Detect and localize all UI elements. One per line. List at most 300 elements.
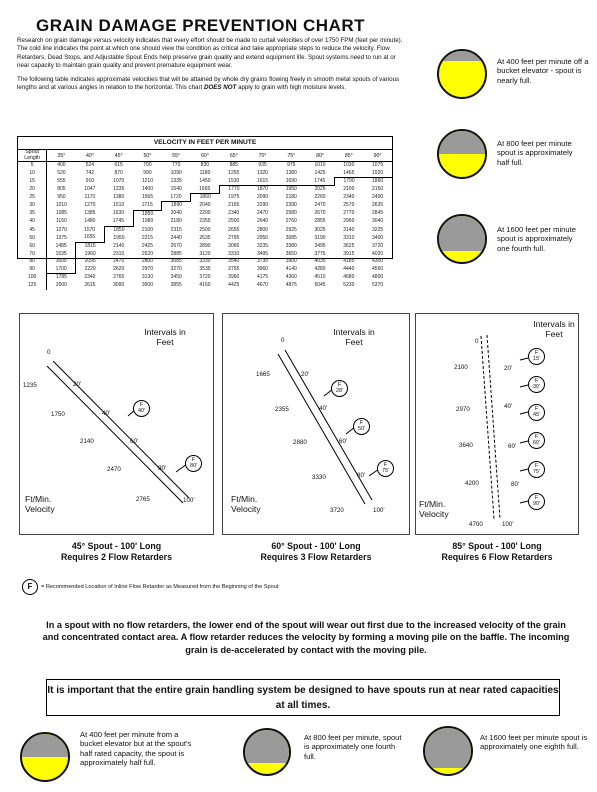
velocity-cell: 1235 xyxy=(113,186,125,193)
velocity-cell: 2670 xyxy=(170,242,182,249)
velocity-cell: 2670 xyxy=(314,210,326,217)
velocity-cell: 1070 xyxy=(113,177,125,184)
velocity-cell: 2765 xyxy=(113,274,125,281)
spout-length-cell: 100 xyxy=(18,274,47,282)
velocity-cell: 1075 xyxy=(372,162,384,168)
spout-length-cell: 5 xyxy=(18,162,47,170)
velocity-label: 1750 xyxy=(51,411,65,418)
velocity-cell: 1375 xyxy=(55,234,67,241)
velocity-cell: 2260 xyxy=(314,194,326,201)
velocity-cell: 2770 xyxy=(343,210,355,217)
angle-header: 50° xyxy=(133,150,162,162)
velocity-cell: 1010 xyxy=(314,162,326,168)
velocity-cell: 3720 xyxy=(372,242,384,249)
velocity-cell: 1870 xyxy=(248,186,277,194)
velocity-cell: 1690 xyxy=(285,177,297,184)
angle-header: 85° xyxy=(334,150,363,162)
caption-45-spout: 45° Spout - 100' Long Requires 2 Flow Retarders xyxy=(61,541,172,562)
flow-retarder-icon: F 75' xyxy=(528,461,545,478)
velocity-cell: 1480 xyxy=(84,218,96,225)
velocity-cell: 615 xyxy=(114,162,123,168)
velocity-cell: 2040 xyxy=(199,202,211,209)
interval-label: 80' xyxy=(511,481,520,488)
velocity-cell: 3310 xyxy=(343,234,355,241)
flow-retarder-icon: F 60' xyxy=(528,432,545,449)
velocity-cell: 2655 xyxy=(228,226,240,233)
velocity-cell: 3085 xyxy=(285,234,297,241)
velocity-cell: 1385 xyxy=(84,210,96,217)
velocity-cell: 2970 xyxy=(141,265,153,272)
velocity-cell: 2315 xyxy=(170,226,182,233)
velocity-cell: 1465 xyxy=(343,169,355,176)
velocity-cell: 524 xyxy=(85,162,95,168)
velocity-cell: 3650 xyxy=(285,250,297,257)
velocity-cell: 2885 xyxy=(170,250,182,257)
spout-fill-caption: At 800 feet per minute spout is approximately half full. xyxy=(497,139,573,167)
velocity-cell: 2440 xyxy=(170,234,182,241)
diagram-45-spout xyxy=(19,313,214,535)
velocity-cell: 770 xyxy=(172,162,181,168)
velocity-cell: 1520 xyxy=(372,169,384,176)
velocity-cell: 1700 xyxy=(55,265,67,272)
interval-label: 60' xyxy=(130,438,139,445)
velocity-cell: 3855 xyxy=(170,281,182,288)
velocity-cell: 400 xyxy=(57,162,66,168)
spout-length-cell: 60 xyxy=(18,242,47,250)
velocity-cell: 1655 xyxy=(84,234,96,241)
velocity-cell: 2800 xyxy=(256,226,269,233)
velocity-cell: 2580 xyxy=(285,210,297,217)
spout-length-cell: 20 xyxy=(18,186,47,194)
spout-cross-section-icon xyxy=(437,129,487,179)
flow-retarder-icon: F 40' xyxy=(133,400,150,417)
velocity-cell: 4160 xyxy=(199,281,211,288)
velocity-cell: 2470 xyxy=(256,210,269,217)
velocity-cell: 1380 xyxy=(285,169,297,176)
velocity-cell: 2640 xyxy=(256,218,269,225)
velocity-cell: 1850 xyxy=(104,226,133,234)
velocity-cell: 1255 xyxy=(228,169,240,176)
interval-label: 80' xyxy=(158,465,167,472)
velocity-cell: 990 xyxy=(143,169,152,176)
velocity-label: 4700 xyxy=(469,521,483,528)
velocity-cell: 2390 xyxy=(285,202,297,209)
velocity-cell: 3235 xyxy=(256,242,269,249)
spout-cross-section-icon xyxy=(437,214,487,264)
velocity-cell: 1210 xyxy=(141,177,153,184)
velocity-label: 4200 xyxy=(465,480,479,487)
page-title: GRAIN DAMAGE PREVENTION CHART xyxy=(36,16,366,35)
velocity-cell: 3540 xyxy=(228,258,240,265)
velocity-cell: 2000 xyxy=(47,282,76,290)
velocity-cell: 935 xyxy=(258,162,267,168)
velocity-cell: 2570 xyxy=(343,202,355,209)
spout-cross-section-icon xyxy=(423,726,473,776)
velocity-cell: 2180 xyxy=(285,194,297,201)
velocity-cell: 1665 xyxy=(199,185,211,192)
velocity-cell: 520 xyxy=(57,169,66,176)
flow-retarder-icon: F xyxy=(22,579,38,595)
velocity-cell: 2470 xyxy=(314,202,326,209)
velocity-label: 3640 xyxy=(459,442,473,449)
intervals-header: Intervals in Feet xyxy=(144,327,186,347)
velocity-table-title: VELOCITY IN FEET PER MINUTE xyxy=(153,139,257,146)
spout-length-cell: 90 xyxy=(18,266,47,274)
velocity-cell: 1960 xyxy=(76,251,105,259)
velocity-cell: 5370 xyxy=(372,281,384,288)
spout-length-cell: 80 xyxy=(18,258,47,266)
velocity-cell: 3495 xyxy=(256,250,269,257)
velocity-cell: 4020 xyxy=(372,250,384,257)
velocity-cell: 1950 xyxy=(277,186,306,194)
spout-cross-section-icon xyxy=(437,49,487,99)
interval-label: 100' xyxy=(502,521,514,528)
velocity-cell: 3735 xyxy=(256,258,269,265)
velocity-cell: 1720 xyxy=(170,193,182,200)
velocity-cell: 1170 xyxy=(84,194,96,201)
velocity-cell: 1950 xyxy=(104,234,133,242)
velocity-cell: 3400 xyxy=(372,234,384,241)
angle-header: 45° xyxy=(104,150,133,162)
velocity-cell: 4875 xyxy=(285,281,297,288)
velocity-cell: 4800 xyxy=(372,274,384,281)
ft-min-velocity-label: Ft/Min. Velocity xyxy=(25,494,55,514)
spout-fill-caption: At 1600 feet per minute spout is approximately one eighth full. xyxy=(480,733,588,752)
intro-paragraph-2: The following table indicates approximate velocities that will be attained by whole dry grains flowing freely in smooth metal spouts of various lengths and at various angles in relation to the horizontal. This chart DOES NOT apply to grain with high moisture levels. xyxy=(17,75,400,92)
velocity-cell: 4670 xyxy=(256,281,269,288)
velocity-cell: 2025 xyxy=(306,186,335,194)
table-row xyxy=(18,282,392,290)
velocity-grid xyxy=(18,149,392,290)
velocity-cell: 975 xyxy=(287,162,296,168)
velocity-cell: 3040 xyxy=(372,218,384,225)
velocity-cell: 3090 xyxy=(113,281,125,288)
velocity-cell: 3755 xyxy=(228,265,240,272)
spout-length-cell: 35 xyxy=(18,210,47,218)
velocity-cell: 2290 xyxy=(256,202,269,209)
velocity-cell: 2845 xyxy=(372,210,384,217)
velocity-cell: 1335 xyxy=(170,177,182,184)
interval-label: 0 xyxy=(47,349,51,356)
spout-fill-caption: At 400 feet per minute off a bucket elevator - spout is nearly full. xyxy=(497,57,589,85)
velocity-cell: 2855 xyxy=(314,218,326,225)
angle-header: 75° xyxy=(277,150,306,162)
ft-min-velocity-label: Ft/Min. Velocity xyxy=(419,499,449,519)
velocity-cell: 1715 xyxy=(141,201,153,208)
velocity-cell: 1535 xyxy=(55,250,67,257)
angle-header: 55° xyxy=(162,150,191,162)
velocity-cell: 2100 xyxy=(343,186,355,193)
velocity-cell: 805 xyxy=(57,186,66,193)
important-note: It is important that the entire grain handling system be designed to have spouts run at near rated capacities at all times. xyxy=(46,679,560,716)
velocity-cell: 3915 xyxy=(343,250,355,257)
interval-label: 20' xyxy=(73,381,82,388)
velocity-cell: 1815 xyxy=(76,242,105,250)
velocity-cell: 3270 xyxy=(170,265,182,272)
spout-fill-caption: At 1600 feet per minute spout is approximately one fourth full. xyxy=(497,225,576,253)
velocity-cell: 4360 xyxy=(285,274,297,281)
velocity-cell: 1400 xyxy=(141,186,153,193)
spout-length-cell: 45 xyxy=(18,226,47,234)
diagram-85-spout xyxy=(415,313,579,535)
velocity-cell: 2165 xyxy=(228,202,240,209)
spout-cross-section-icon xyxy=(20,732,70,782)
velocity-cell: 3140 xyxy=(343,226,355,233)
spout-cross-section-icon xyxy=(243,728,291,776)
velocity-cell: 2760 xyxy=(285,218,297,225)
interval-label: 80' xyxy=(357,472,366,479)
velocity-cell: 2950 xyxy=(256,234,269,241)
velocity-cell: 2355 xyxy=(199,218,211,225)
interval-label: 40' xyxy=(504,403,513,410)
velocity-cell: 2500 xyxy=(199,226,211,233)
velocity-cell: 4440 xyxy=(343,265,355,272)
velocity-cell: 3130 xyxy=(141,274,153,281)
velocity-cell: 3380 xyxy=(285,242,297,249)
velocity-cell: 2220 xyxy=(76,266,105,274)
spout-length-cell: 70 xyxy=(18,251,47,259)
flow-retarder-icon: F 90' xyxy=(528,493,545,510)
velocity-label: 2880 xyxy=(293,439,307,446)
angle-header: 90° xyxy=(363,150,392,162)
velocity-label: 2470 xyxy=(107,466,121,473)
table-row xyxy=(18,251,392,259)
velocity-cell: 2090 xyxy=(256,194,269,201)
velocity-label: 3720 xyxy=(330,507,344,514)
velocity-cell: 1745 xyxy=(112,218,124,225)
velocity-cell: 2890 xyxy=(199,242,211,249)
velocity-cell: 1850 xyxy=(133,210,162,218)
spout-length-cell: 50 xyxy=(18,234,47,242)
velocity-cell: 1450 xyxy=(199,177,211,184)
velocity-cell: 1380 xyxy=(113,194,125,201)
velocity-cell: 3720 xyxy=(199,274,211,281)
intro-paragraph-1: Research on grain damage versus velocity indicates that every effort should be made to curtail velocities of over 1750 FPM (feet per minute). The cold line indicates the point at which one should view the condition as critical and take appropriate steps to reduce the velocity. Flow Retarders, Dead Stops, and Adjustable Spout Ends help preserve grain quality and extend equipment life. Spout systems need to run at or near capacity to maintain grain quality and prevent premature equipment wear. xyxy=(17,37,403,70)
velocity-cell: 1630 xyxy=(112,210,124,217)
velocity-cell: 3310 xyxy=(228,250,240,257)
velocity-cell: 1270 xyxy=(84,202,96,209)
corner-header: Spout Length xyxy=(18,150,47,162)
velocity-cell: 830 xyxy=(200,162,210,168)
velocity-cell: 1605 xyxy=(55,258,67,265)
velocity-cell: 1030 xyxy=(343,162,355,168)
velocity-cell: 4510 xyxy=(314,274,326,281)
velocity-cell: 3625 xyxy=(343,242,355,249)
table-row xyxy=(18,258,392,266)
flow-retarder-icon: F 50' xyxy=(353,418,370,435)
velocity-label: 2765 xyxy=(136,496,150,503)
velocity-cell: 1180 xyxy=(199,169,211,176)
velocity-cell: 4425 xyxy=(228,281,240,288)
velocity-cell: 2200 xyxy=(199,210,211,217)
interval-label: 0 xyxy=(475,338,479,345)
velocity-cell: 1530 xyxy=(228,177,240,184)
intervals-header: Intervals in Feet xyxy=(533,319,575,339)
interval-label: 0 xyxy=(281,337,285,344)
velocity-cell: 2500 xyxy=(228,218,240,225)
velocity-cell: 1790 xyxy=(334,178,363,186)
velocity-cell: 3500 xyxy=(141,281,153,288)
velocity-cell: 2635 xyxy=(372,202,384,209)
spout-length-cell: 125 xyxy=(18,282,47,290)
velocity-cell: 4185 xyxy=(343,258,355,265)
velocity-cell: 3900 xyxy=(285,258,297,265)
velocity-cell: 2425 xyxy=(141,242,153,249)
velocity-cell: 2140 xyxy=(113,242,125,249)
velocity-cell: 2400 xyxy=(372,194,384,201)
velocity-cell: 2340 xyxy=(84,274,96,281)
velocity-cell: 1160 xyxy=(56,218,67,225)
velocity-cell: 1980 xyxy=(133,218,162,226)
table-row xyxy=(18,186,392,194)
velocity-table xyxy=(17,136,393,288)
velocity-cell: 4560 xyxy=(372,265,384,272)
velocity-cell: 1085 xyxy=(55,210,67,217)
velocity-cell: 3775 xyxy=(314,250,326,257)
table-row xyxy=(18,266,392,274)
velocity-cell: 700 xyxy=(143,162,152,168)
velocity-cell: 3330 xyxy=(199,258,211,265)
velocity-cell: 1570 xyxy=(84,226,96,233)
velocity-cell: 4140 xyxy=(285,265,297,272)
caption-60-spout: 60° Spout - 100' Long Requires 3 Flow Retarders xyxy=(260,541,372,562)
velocity-cell: 3450 xyxy=(170,274,182,281)
spout-length-cell: 30 xyxy=(18,202,47,210)
table-row xyxy=(18,178,392,186)
velocity-cell: 1890 xyxy=(162,202,191,210)
velocity-cell: 5045 xyxy=(314,281,326,288)
velocity-cell: 1047 xyxy=(84,186,96,193)
flow-retarder-icon: F 45' xyxy=(528,404,545,421)
diagram-60-spout xyxy=(222,313,410,535)
velocity-label: 3330 xyxy=(312,474,326,481)
velocity-cell: 2795 xyxy=(228,234,240,241)
table-row xyxy=(18,170,392,178)
velocity-label: 1665 xyxy=(256,371,270,378)
interval-label: 60' xyxy=(508,443,517,450)
velocity-cell: 1090 xyxy=(170,169,182,176)
velocity-cell: 1565 xyxy=(141,194,153,201)
velocity-cell: 1320 xyxy=(256,169,269,176)
velocity-cell: 885 xyxy=(229,162,238,168)
velocity-cell: 2310 xyxy=(113,250,125,257)
velocity-cell: 4035 xyxy=(314,258,326,265)
velocity-cell: 910 xyxy=(85,177,95,184)
table-row xyxy=(18,226,392,234)
velocity-cell: 2040 xyxy=(170,210,182,217)
table-row xyxy=(18,234,392,242)
velocity-label: 2140 xyxy=(80,438,94,445)
velocity-cell: 1540 xyxy=(170,186,182,193)
flow-retarder-explanation: In a spout with no flow retarders, the lower end of the spout will wear out first due to the increased velocity of the grain and concentrated contact area. A flow retarder reduces the velocity by forming a moving pile on the baffle. The incoming grain is de-accelerated by contact with the moving pile. xyxy=(42,620,570,655)
interval-label: 20' xyxy=(301,371,310,378)
interval-label: 40' xyxy=(319,405,328,412)
table-row xyxy=(18,242,392,250)
velocity-cell: 2925 xyxy=(285,226,297,233)
velocity-cell: 3960 xyxy=(256,265,269,272)
intro-text xyxy=(17,37,409,97)
velocity-label: 2100 xyxy=(454,364,468,371)
spout-fill-caption: At 400 feet per minute from a bucket elevator but at the spout's half rated capacity, the spout is approximately half full. xyxy=(80,730,192,768)
velocity-cell: 4680 xyxy=(343,274,355,281)
spout-length-cell: 40 xyxy=(18,218,47,226)
velocity-cell: 3960 xyxy=(228,274,240,281)
velocity-cell: 742 xyxy=(85,169,95,176)
velocity-cell: 1615 xyxy=(256,177,269,184)
velocity-label: 2355 xyxy=(275,406,289,413)
velocity-cell: 2180 xyxy=(170,218,182,225)
intervals-header: Intervals in Feet xyxy=(333,327,375,347)
interval-label: 60' xyxy=(339,438,348,445)
flow-retarder-legend: F = Recommended Location of Inline Flow Retarder as Measured from the Beginning of the Spout xyxy=(22,579,278,595)
table-row xyxy=(18,194,392,202)
caption-85-spout: 85° Spout - 100' Long Requires 6 Flow Retarders xyxy=(441,541,553,562)
velocity-cell: 1270 xyxy=(55,226,67,233)
velocity-cell: 4280 xyxy=(314,265,326,272)
velocity-cell: 1975 xyxy=(228,194,240,201)
velocity-cell: 2800 xyxy=(141,258,153,265)
velocity-cell: 5230 xyxy=(343,281,355,288)
velocity-cell: 2150 xyxy=(372,186,384,193)
table-row xyxy=(18,162,392,170)
interval-label: 100' xyxy=(373,507,385,514)
velocity-cell: 3225 xyxy=(372,226,384,233)
velocity-cell: 3085 xyxy=(170,258,182,265)
flow-retarder-icon: F 80' xyxy=(185,455,202,472)
velocity-cell: 2100 xyxy=(141,226,153,233)
velocity-label: 1235 xyxy=(23,382,37,389)
velocity-cell: 1770 xyxy=(219,186,248,194)
spout-length-cell: 10 xyxy=(18,170,47,178)
velocity-cell: 2620 xyxy=(113,265,125,272)
velocity-cell: 3065 xyxy=(228,242,240,249)
flow-retarder-icon: F 30' xyxy=(528,376,545,393)
angle-header: 35° xyxy=(47,150,76,162)
velocity-cell: 1745 xyxy=(314,177,326,184)
angle-header: 40° xyxy=(76,150,105,162)
table-row xyxy=(18,274,392,282)
spout-fill-caption: At 800 feet per minute, spout is approximately one fourth full. xyxy=(304,733,402,761)
velocity-cell: 1510 xyxy=(113,202,125,209)
velocity-cell: 2615 xyxy=(84,281,96,288)
velocity-cell: 1860 xyxy=(191,194,220,202)
velocity-cell: 1485 xyxy=(55,242,67,249)
velocity-cell: 3495 xyxy=(314,242,326,249)
angle-header: 80° xyxy=(306,150,335,162)
velocity-cell: 2960 xyxy=(343,218,355,225)
velocity-cell: 1010 xyxy=(55,202,67,209)
velocity-cell: 2340 xyxy=(343,194,355,201)
velocity-cell: 3190 xyxy=(314,234,326,241)
velocity-cell: 1425 xyxy=(314,169,326,176)
velocity-cell: 3120 xyxy=(199,250,211,257)
velocity-cell: 2095 xyxy=(76,258,105,266)
flow-retarder-icon: F 28' xyxy=(331,380,348,397)
velocity-cell: 2215 xyxy=(141,234,153,241)
angle-header: 65° xyxy=(219,150,248,162)
flow-retarder-icon: F 75' xyxy=(377,460,394,477)
interval-label: 100' xyxy=(183,497,195,504)
interval-label: 40' xyxy=(102,410,111,417)
angle-header: 70° xyxy=(248,150,277,162)
table-row xyxy=(18,218,392,226)
velocity-cell: 4300 xyxy=(372,258,384,265)
velocity-label: 2970 xyxy=(456,406,470,413)
velocity-cell: 4175 xyxy=(256,274,269,281)
velocity-cell: 555 xyxy=(57,177,66,184)
flow-retarder-icon: F 15' xyxy=(528,348,545,365)
table-row xyxy=(18,202,392,210)
